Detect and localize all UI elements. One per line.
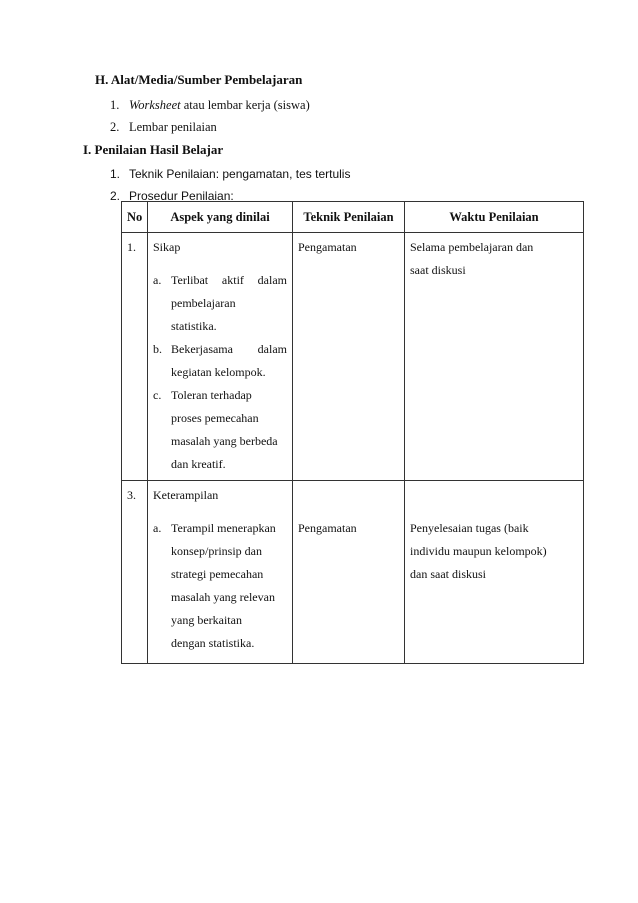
table-row: [122, 481, 584, 664]
header-teknik: Teknik Penilaian: [293, 202, 405, 233]
waktu-cell: Selama pembelajaran dan saat diskusi: [405, 233, 584, 481]
aspek-title: Sikap: [153, 240, 181, 254]
waktu-cell: Penyelesaian tugas (baik individu maupun kelompok) dan saat diskusi: [405, 481, 584, 664]
aspek-item: c. Toleran terhadap proses pemecahan masalah yang berbeda dan kreatif.: [153, 388, 278, 471]
aspek-cell: [148, 233, 293, 481]
section-i-item-1: 1. Teknik Penilaian: pengamatan, tes tertulis: [110, 167, 351, 181]
teknik-cell: Pengamatan: [293, 481, 405, 664]
section-i-title: I. Penilaian Hasil Belajar: [83, 142, 224, 157]
aspek-item: b. Bekerjasama dalam kegiatan kelompok.: [153, 342, 287, 379]
teknik-cell: Pengamatan: [293, 233, 405, 481]
header-no: No: [122, 202, 148, 233]
aspek-title: Keterampilan: [153, 488, 219, 502]
aspek-item: a. Terampil menerapkan konsep/prinsip dan strategi pemecahan masalah yang relevan yang berkaitan dengan statistika.: [153, 521, 276, 650]
header-waktu: Waktu Penilaian: [405, 202, 584, 233]
section-h-item-1: 1. Worksheet atau lembar kerja (siswa): [110, 98, 310, 112]
table-header-row: [122, 202, 584, 233]
aspek-item: a. Terlibat aktif dalam pembelajaran statistika.: [153, 273, 287, 333]
header-aspek: Aspek yang dinilai: [148, 202, 293, 233]
section-h-title: H. Alat/Media/Sumber Pembelajaran: [95, 72, 303, 87]
section-h-item-2: 2. Lembar penilaian: [110, 120, 217, 134]
row-number: 1.: [122, 233, 148, 481]
assessment-table: [121, 201, 584, 664]
aspek-cell: [148, 481, 293, 664]
worksheet-term: Worksheet: [129, 98, 181, 112]
section-i-item-2: 2. Prosedur Penilaian:: [110, 189, 234, 203]
table-row: [122, 233, 584, 481]
row-number: 3.: [122, 481, 148, 664]
